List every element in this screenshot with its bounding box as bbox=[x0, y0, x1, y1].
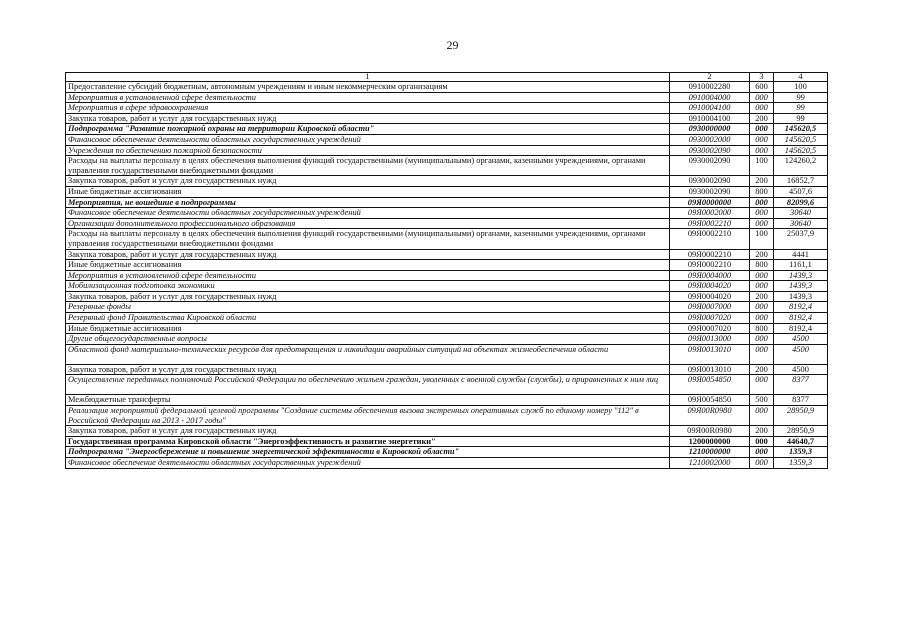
row-amount: 30640 bbox=[774, 218, 828, 229]
row-code: 1210000000 bbox=[670, 447, 750, 458]
row-name: Подпрограмма "Энергосбережение и повышение энергетической эффективности в Кировской области" bbox=[66, 447, 670, 458]
row-amount: 99 bbox=[774, 92, 828, 103]
row-type: 000 bbox=[750, 302, 774, 313]
row-type: 000 bbox=[750, 208, 774, 219]
table-row bbox=[66, 426, 828, 437]
row-name: Финансовое обеспечение деятельности областных государственных учреждений bbox=[66, 208, 670, 219]
row-code: 0930000000 bbox=[670, 124, 750, 135]
table-row bbox=[66, 229, 828, 249]
header-col-1: 1 bbox=[66, 73, 670, 82]
row-amount: 82099,6 bbox=[774, 197, 828, 208]
row-name: Финансовое обеспечение деятельности областных государственных учреждений bbox=[66, 134, 670, 145]
row-amount: 1439,3 bbox=[774, 291, 828, 302]
row-name: Организации дополнительного профессионального образования bbox=[66, 218, 670, 229]
row-amount: 145620,5 bbox=[774, 145, 828, 156]
row-amount: 8192,4 bbox=[774, 302, 828, 313]
row-amount: 8377 bbox=[774, 375, 828, 395]
row-type: 800 bbox=[750, 186, 774, 197]
row-amount: 99 bbox=[774, 113, 828, 124]
row-code: 0910004100 bbox=[670, 103, 750, 114]
row-amount: 1161,1 bbox=[774, 260, 828, 271]
row-name: Закупка товаров, работ и услуг для государственных нужд bbox=[66, 249, 670, 260]
row-name: Резервные фонды bbox=[66, 302, 670, 313]
table-row bbox=[66, 208, 828, 219]
row-type: 800 bbox=[750, 323, 774, 334]
row-type: 000 bbox=[750, 334, 774, 345]
header-col-3: 3 bbox=[750, 73, 774, 82]
header-col-4: 4 bbox=[774, 73, 828, 82]
row-code: 09Я0004020 bbox=[670, 291, 750, 302]
row-amount: 4500 bbox=[774, 344, 828, 364]
row-amount: 145620,5 bbox=[774, 134, 828, 145]
row-name: Закупка товаров, работ и услуг для государственных нужд bbox=[66, 113, 670, 124]
row-code: 0930002090 bbox=[670, 156, 750, 176]
table-row bbox=[66, 406, 828, 426]
row-code: 09Я00R0980 bbox=[670, 406, 750, 426]
row-type: 200 bbox=[750, 291, 774, 302]
row-type: 000 bbox=[750, 197, 774, 208]
table-header-row bbox=[66, 73, 828, 82]
table-row bbox=[66, 447, 828, 458]
row-code: 0930002000 bbox=[670, 134, 750, 145]
row-code: 09Я0002210 bbox=[670, 260, 750, 271]
table-row bbox=[66, 113, 828, 124]
row-name: Расходы на выплаты персоналу в целях обеспечения выполнения функций государственными (муниципальными) органами, казенными учреждениями, органами управления государственными внебюджетными фондами bbox=[66, 156, 670, 176]
row-name: Межбюджетные трансферты bbox=[66, 395, 670, 406]
row-amount: 28950,9 bbox=[774, 406, 828, 426]
row-code: 09Я0013000 bbox=[670, 334, 750, 345]
row-amount: 44640,7 bbox=[774, 436, 828, 447]
row-amount: 25037,9 bbox=[774, 229, 828, 249]
row-code: 09Я0013010 bbox=[670, 364, 750, 375]
table-row bbox=[66, 313, 828, 324]
row-type: 000 bbox=[750, 344, 774, 364]
table-row bbox=[66, 436, 828, 447]
row-name: Мероприятия в сфере здравоохранения bbox=[66, 103, 670, 114]
row-code: 09Я0004020 bbox=[670, 281, 750, 292]
row-amount: 124260,2 bbox=[774, 156, 828, 176]
table-row bbox=[66, 82, 828, 93]
row-type: 000 bbox=[750, 124, 774, 135]
budget-table bbox=[65, 72, 828, 469]
row-name: Финансовое обеспечение деятельности областных государственных учреждений bbox=[66, 458, 670, 469]
row-name: Закупка товаров, работ и услуг для государственных нужд bbox=[66, 176, 670, 187]
row-code: 09Я0013010 bbox=[670, 344, 750, 364]
row-amount: 1439,3 bbox=[774, 270, 828, 281]
table-row bbox=[66, 186, 828, 197]
table-row bbox=[66, 124, 828, 135]
row-name: Резервный фонд Правительства Кировской области bbox=[66, 313, 670, 324]
row-name: Другие общегосударственные вопросы bbox=[66, 334, 670, 345]
row-code: 09Я0007000 bbox=[670, 302, 750, 313]
row-name: Иные бюджетные ассигнования bbox=[66, 260, 670, 271]
row-type: 000 bbox=[750, 103, 774, 114]
row-type: 000 bbox=[750, 447, 774, 458]
row-name: Мероприятия в установленной сфере деятельности bbox=[66, 92, 670, 103]
row-code: 0930002090 bbox=[670, 186, 750, 197]
row-amount: 99 bbox=[774, 103, 828, 114]
row-amount: 1359,3 bbox=[774, 447, 828, 458]
row-code: 09Я0002210 bbox=[670, 229, 750, 249]
row-name: Мероприятия в установленной сфере деятельности bbox=[66, 270, 670, 281]
row-type: 200 bbox=[750, 113, 774, 124]
row-type: 500 bbox=[750, 395, 774, 406]
row-amount: 4507,6 bbox=[774, 186, 828, 197]
row-type: 000 bbox=[750, 458, 774, 469]
row-name: Мероприятия, не вошедшие в подпрограммы bbox=[66, 197, 670, 208]
row-code: 09Я0007020 bbox=[670, 323, 750, 334]
row-type: 000 bbox=[750, 134, 774, 145]
table-row bbox=[66, 458, 828, 469]
row-name: Реализация мероприятий федеральной целевой программы "Создание системы обеспечения вызова экстренных оперативных служб по единому номеру "112" в Российской Федерации на 2013 - 2017 годы" bbox=[66, 406, 670, 426]
row-type: 000 bbox=[750, 406, 774, 426]
row-name: Иные бюджетные ассигнования bbox=[66, 323, 670, 334]
table-row bbox=[66, 218, 828, 229]
row-code: 09Я0002210 bbox=[670, 249, 750, 260]
row-code: 1210002000 bbox=[670, 458, 750, 469]
row-type: 200 bbox=[750, 249, 774, 260]
table-row bbox=[66, 395, 828, 406]
row-code: 0930002090 bbox=[670, 145, 750, 156]
row-code: 0910004000 bbox=[670, 92, 750, 103]
row-code: 09Я0002000 bbox=[670, 208, 750, 219]
row-code: 09Я0054850 bbox=[670, 395, 750, 406]
table-row bbox=[66, 323, 828, 334]
row-amount: 30640 bbox=[774, 208, 828, 219]
table-row bbox=[66, 375, 828, 395]
table-row bbox=[66, 134, 828, 145]
row-type: 800 bbox=[750, 260, 774, 271]
row-name: Закупка товаров, работ и услуг для государственных нужд bbox=[66, 364, 670, 375]
row-name: Закупка товаров, работ и услуг для государственных нужд bbox=[66, 291, 670, 302]
row-amount: 4500 bbox=[774, 364, 828, 375]
table-row bbox=[66, 364, 828, 375]
row-type: 000 bbox=[750, 281, 774, 292]
row-name: Областной фонд материально-технических ресурсов для предотвращения и ликвидации аварийных ситуаций на объектах жизнеобеспечения области bbox=[66, 344, 670, 364]
row-type: 200 bbox=[750, 426, 774, 437]
table-row bbox=[66, 249, 828, 260]
table-row bbox=[66, 344, 828, 364]
row-code: 0930002090 bbox=[670, 176, 750, 187]
row-code: 09Я0000000 bbox=[670, 197, 750, 208]
row-name: Иные бюджетные ассигнования bbox=[66, 186, 670, 197]
table-row bbox=[66, 260, 828, 271]
row-name: Осуществление переданных полномочий Российской Федерации по обеспечению жильем граждан, уволенных с военной службы (службы), и приравненных к ним лиц bbox=[66, 375, 670, 395]
table-row bbox=[66, 302, 828, 313]
table-row bbox=[66, 145, 828, 156]
row-code: 09Я0007020 bbox=[670, 313, 750, 324]
row-amount: 1439,3 bbox=[774, 281, 828, 292]
table-row bbox=[66, 92, 828, 103]
row-amount: 4441 bbox=[774, 249, 828, 260]
row-type: 000 bbox=[750, 218, 774, 229]
row-amount: 8192,4 bbox=[774, 313, 828, 324]
row-type: 000 bbox=[750, 313, 774, 324]
row-type: 000 bbox=[750, 270, 774, 281]
row-name: Предоставление субсидий бюджетным, автономным учреждениям и иным некоммерческим организациям bbox=[66, 82, 670, 93]
row-code: 09Я00R0980 bbox=[670, 426, 750, 437]
row-type: 000 bbox=[750, 436, 774, 447]
row-code: 1200000000 bbox=[670, 436, 750, 447]
row-code: 0910002280 bbox=[670, 82, 750, 93]
row-amount: 16852,7 bbox=[774, 176, 828, 187]
row-name: Мобилизационная подготовка экономики bbox=[66, 281, 670, 292]
row-name: Закупка товаров, работ и услуг для государственных нужд bbox=[66, 426, 670, 437]
table-row bbox=[66, 103, 828, 114]
table-row bbox=[66, 156, 828, 176]
row-type: 000 bbox=[750, 375, 774, 395]
row-code: 0910004100 bbox=[670, 113, 750, 124]
row-amount: 1359,3 bbox=[774, 458, 828, 469]
row-amount: 8377 bbox=[774, 395, 828, 406]
table-row bbox=[66, 197, 828, 208]
row-amount: 4500 bbox=[774, 334, 828, 345]
table-row bbox=[66, 270, 828, 281]
row-name: Государственная программа Кировской области "Энергоэффективность и развитие энергетики" bbox=[66, 436, 670, 447]
table-row bbox=[66, 334, 828, 345]
row-amount: 28950,9 bbox=[774, 426, 828, 437]
row-name: Учреждения по обеспечению пожарной безопасности bbox=[66, 145, 670, 156]
row-amount: 145620,5 bbox=[774, 124, 828, 135]
row-code: 09Я0002210 bbox=[670, 218, 750, 229]
header-col-2: 2 bbox=[670, 73, 750, 82]
row-name: Расходы на выплаты персоналу в целях обеспечения выполнения функций государственными (муниципальными) органами, казенными учреждениями, органами управления государственными внебюджетными фондами bbox=[66, 229, 670, 249]
table-row bbox=[66, 176, 828, 187]
table-row bbox=[66, 281, 828, 292]
table-row bbox=[66, 291, 828, 302]
row-code: 09Я0054850 bbox=[670, 375, 750, 395]
row-type: 000 bbox=[750, 92, 774, 103]
row-type: 600 bbox=[750, 82, 774, 93]
row-type: 100 bbox=[750, 156, 774, 176]
row-code: 09Я0004000 bbox=[670, 270, 750, 281]
page-number: 29 bbox=[446, 38, 459, 52]
row-type: 100 bbox=[750, 229, 774, 249]
row-type: 000 bbox=[750, 145, 774, 156]
row-name: Подпрограмма "Развитие пожарной охраны на территории Кировской области" bbox=[66, 124, 670, 135]
row-type: 200 bbox=[750, 364, 774, 375]
row-amount: 100 bbox=[774, 82, 828, 93]
row-type: 200 bbox=[750, 176, 774, 187]
row-amount: 8192,4 bbox=[774, 323, 828, 334]
